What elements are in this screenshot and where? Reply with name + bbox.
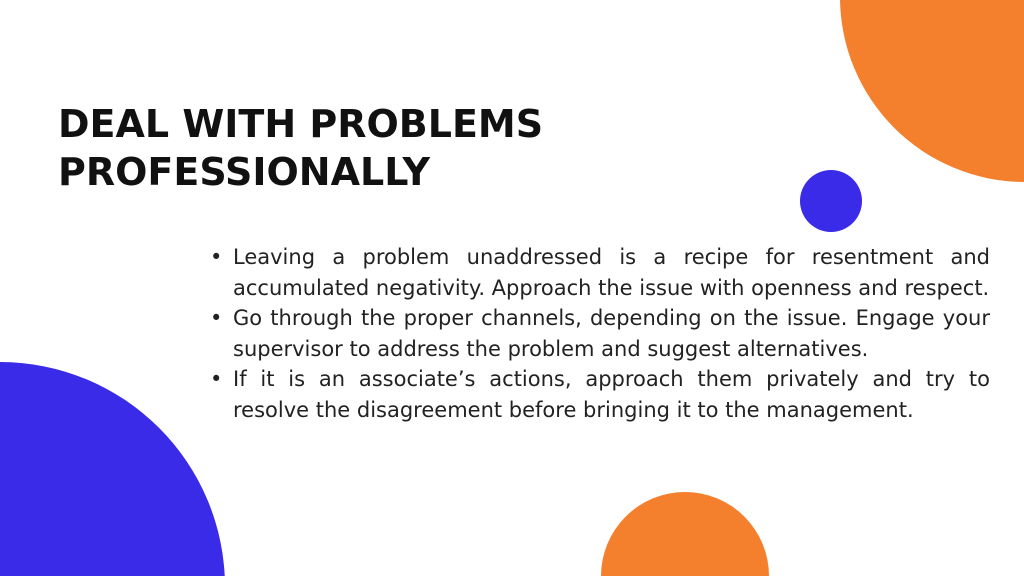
bullet-item — [210, 242, 990, 303]
blue-dot-small — [800, 170, 862, 232]
bullet-item — [210, 364, 990, 425]
bullet-list — [210, 242, 990, 425]
orange-circle-bottom — [601, 492, 769, 576]
bullet-dot-icon: • — [210, 245, 223, 269]
bullet-dot-icon: • — [210, 367, 223, 391]
bullet-dot-icon: • — [210, 306, 223, 330]
bullet-item — [210, 303, 990, 364]
blue-circle-bottom-left — [0, 362, 225, 576]
title-line-1: DEAL WITH PROBLEMS — [58, 102, 544, 146]
bullet-text: Leaving a problem unaddressed is a recipe for resentment and accumulated negativity. Approach the issue with openness and respect. — [233, 245, 990, 300]
bullet-text: Go through the proper channels, depending on the issue. Engage your supervisor to address the problem and suggest alternatives. — [233, 306, 990, 361]
title-line-2: PROFESSIONALLY — [58, 150, 431, 194]
orange-circle-top-right — [840, 0, 1024, 182]
slide-title — [58, 100, 543, 196]
bullet-text: If it is an associate’s actions, approach them privately and try to resolve the disagreement before bringing it to the management. — [233, 367, 990, 422]
